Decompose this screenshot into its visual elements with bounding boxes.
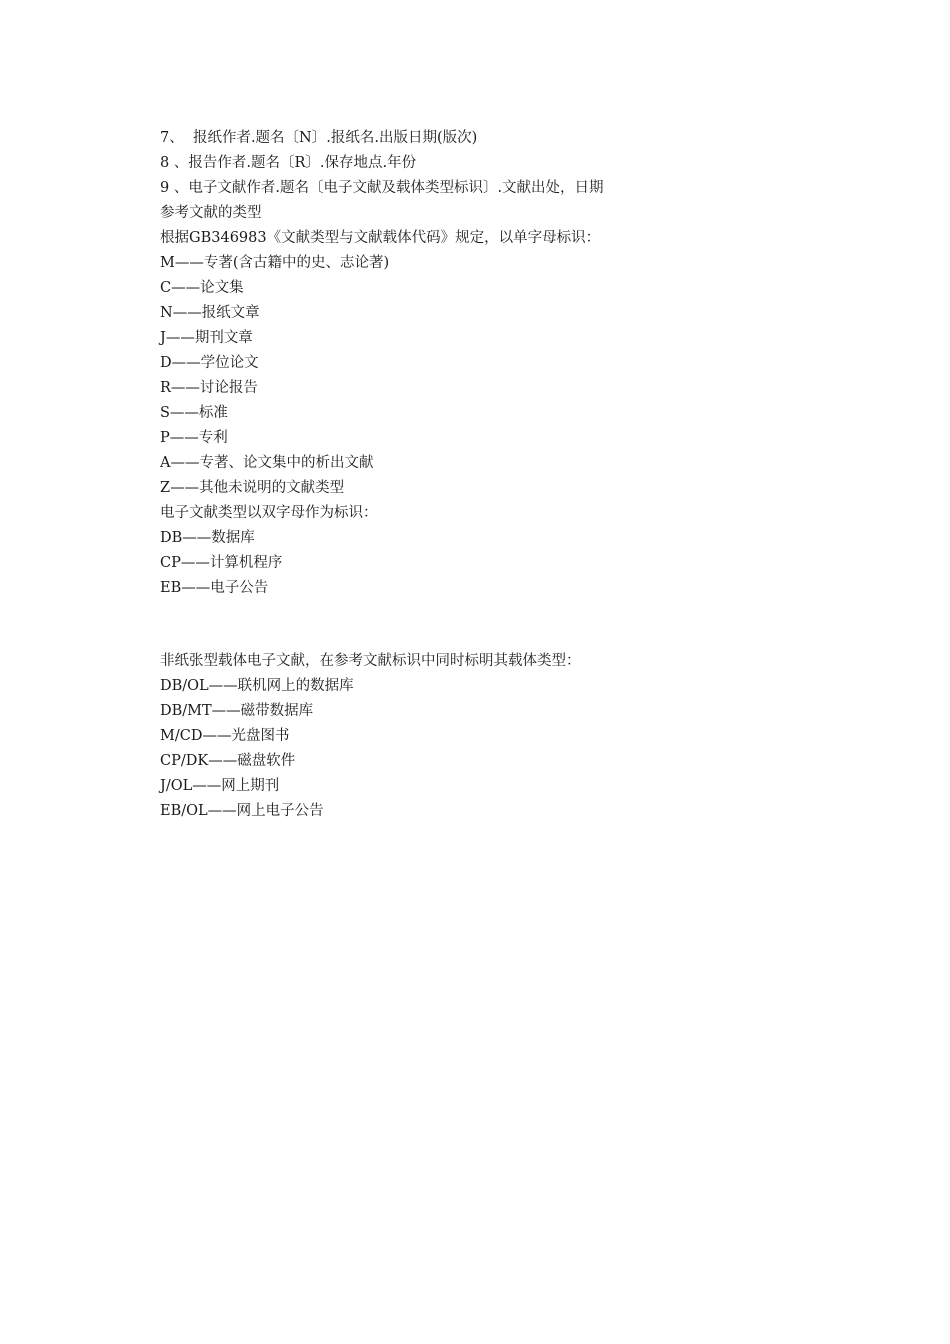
type-item-report: R——讨论报告 (160, 380, 258, 396)
paragraph-single-letter-intro: 根据GB346983《文献类型与文献载体代码》规定，以单字母标识： (160, 230, 601, 246)
type-item-database: DB——数据库 (160, 530, 255, 546)
carrier-type-list (160, 649, 860, 824)
type-item-newspaper-article: N——报纸文章 (160, 305, 260, 321)
type-item-patent: P——专利 (160, 430, 228, 446)
type-item-extracted-article: A——专著、论文集中的析出文献 (160, 455, 374, 471)
paragraph-carrier-intro: 非纸张型载体电子文献，在参考文献标识中同时标明其载体类型： (160, 653, 581, 669)
type-item-other: Z——其他未说明的文献类型 (160, 480, 345, 496)
type-item-monograph: M——专著(含古籍中的史、志论著) (160, 255, 390, 271)
type-item-standard: S——标准 (160, 405, 228, 421)
carrier-item-online-journal: J/OL——网上期刊 (160, 778, 280, 794)
carrier-item-online-bulletin: EB/OL——网上电子公告 (160, 803, 324, 819)
type-item-electronic-bulletin: EB——电子公告 (160, 580, 269, 596)
type-item-dissertation: D——学位论文 (160, 355, 259, 371)
section-heading-reference-types: 参考文献的类型 (160, 205, 262, 221)
type-item-proceedings: C——论文集 (160, 280, 244, 296)
carrier-item-tape-database: DB/MT——磁带数据库 (160, 703, 314, 719)
carrier-item-online-database: DB/OL——联机网上的数据库 (160, 678, 354, 694)
paragraph-double-letter-intro: 电子文献类型以双字母作为标识： (160, 505, 378, 521)
paragraph-spacer (160, 601, 860, 649)
type-item-computer-program: CP——计算机程序 (160, 555, 283, 571)
format-item-electronic: 9 、电子文献作者.题名〔电子文献及载体类型标识〕.文献出处，日期 (160, 180, 604, 196)
type-item-journal-article: J——期刊文章 (160, 330, 253, 346)
format-item-newspaper: 7、 报纸作者.题名〔N〕.报纸名.出版日期(版次) (160, 130, 478, 146)
document-page (160, 126, 860, 824)
carrier-item-cd-book: M/CD——光盘图书 (160, 728, 290, 744)
format-item-report: 8 、报告作者.题名〔R〕.保存地点.年份 (160, 155, 417, 171)
carrier-item-disk-software: CP/DK——磁盘软件 (160, 753, 296, 769)
reference-format-list (160, 126, 860, 601)
